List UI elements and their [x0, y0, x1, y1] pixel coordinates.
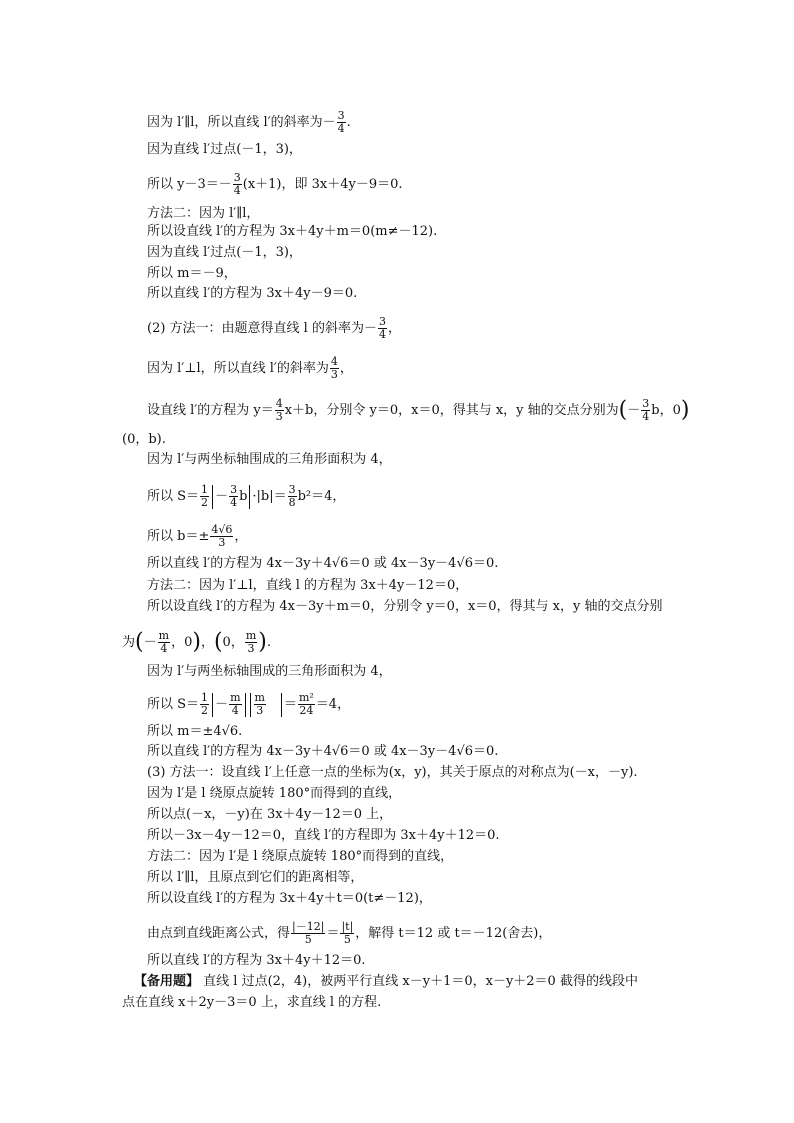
text: 因为 l′⊥l，所以直线 l′的斜率为	[147, 361, 329, 376]
line-16: 所以直线 l′的方程为 4x－3y＋4√6＝0 或 4x－3y－4√6＝0.	[147, 556, 499, 571]
text: 所以 y－3＝－	[147, 177, 232, 192]
text: 所以 S＝	[147, 697, 200, 712]
denominator: 4	[231, 704, 239, 717]
heading-label: 【备用题】	[134, 974, 200, 989]
abs-bar	[281, 693, 282, 717]
text: 0，	[222, 635, 244, 650]
line-21	[147, 692, 350, 717]
right-paren: )	[680, 397, 690, 423]
denominator: 4	[230, 496, 238, 509]
line-2: 因为直线 l′过点(－1，3)，	[147, 142, 302, 157]
line-6: 因为直线 l′过点(－1，3)，	[147, 245, 302, 260]
line-12: (0，b).	[122, 432, 166, 447]
line-26: 所以点(－x，－y)在 3x＋4y－12＝0 上，	[147, 807, 393, 822]
line-27: 所以－3x－4y－12＝0，直线 l′的方程即为 3x＋4y＋12＝0.	[147, 828, 500, 843]
line-17: 方法二：因为 l′⊥l，直线 l 的方程为 3x＋4y－12＝0，	[147, 578, 469, 593]
numerator: m	[245, 629, 257, 642]
text: 设直线 l′的方程为 y＝	[147, 403, 274, 418]
text: 所以 b＝±	[147, 529, 210, 544]
fraction	[340, 921, 354, 946]
denominator: 2	[201, 704, 209, 717]
fraction	[200, 484, 209, 509]
right-paren: )	[258, 629, 267, 655]
denominator: 3	[330, 368, 338, 381]
fraction	[210, 524, 233, 549]
text: (x＋1)，即 3x＋4y－9＝0.	[242, 177, 403, 192]
line-4: 方法二：因为 l′∥l，	[147, 206, 260, 221]
text: .	[266, 635, 271, 650]
fraction	[233, 172, 242, 197]
fraction	[229, 484, 238, 509]
text: ，	[387, 321, 401, 336]
numerator: |－12|	[292, 920, 325, 933]
line-28: 方法二：因为 l′是 l 绕原点旋转 180°而得到的直线，	[147, 849, 454, 864]
text: x＋b，分别令 y＝0，x＝0，得其与 x，y 轴的交点分别为	[284, 403, 619, 418]
text: b²＝4，	[297, 489, 346, 504]
fraction	[254, 692, 266, 717]
numerator: 3	[288, 483, 296, 496]
denominator: 4	[337, 122, 345, 135]
denominator: 3	[256, 704, 264, 717]
text: ，	[339, 361, 353, 376]
left-paren: (	[213, 629, 223, 655]
text: 直线 l 过点(2，4)，被两平行直线 x－y＋1＝0，x－y＋2＝0 截得的线段中	[199, 974, 638, 989]
fraction	[298, 692, 315, 717]
line-33	[134, 974, 638, 990]
fraction	[245, 630, 257, 655]
text: －	[627, 403, 641, 418]
text: 由点到直线距离公式，得	[147, 926, 291, 941]
denominator: 8	[288, 496, 296, 509]
fraction	[229, 692, 241, 717]
line-14	[147, 484, 345, 509]
line-9	[147, 316, 401, 341]
text: b	[239, 489, 248, 504]
denominator: 3	[218, 536, 226, 549]
denominator: 3	[247, 642, 255, 655]
fraction	[275, 398, 284, 423]
text: (2) 方法一：由题意得直线 l 的斜率为－	[147, 321, 377, 336]
text: －	[215, 697, 229, 712]
line-23: 所以直线 l′的方程为 4x－3y＋4√6＝0 或 4x－3y－4√6＝0.	[147, 744, 499, 759]
line-7: 所以 m＝－9，	[147, 266, 237, 281]
numerator: m	[158, 629, 170, 642]
text: 所以 S＝	[147, 489, 200, 504]
denominator: 2	[201, 496, 209, 509]
denominator: 24	[299, 704, 314, 717]
fraction	[200, 692, 209, 717]
line-11	[147, 398, 689, 423]
left-paren: (	[135, 629, 144, 655]
left-paren: (	[618, 397, 628, 423]
numerator: 3	[233, 171, 241, 184]
denominator: 5	[343, 933, 351, 946]
fraction	[337, 110, 346, 135]
text: b，0	[651, 403, 681, 418]
line-18: 所以设直线 l′的方程为 4x－3y＋m＝0，分别令 y＝0，x＝0，得其与 x，y 轴的交点分别	[147, 599, 663, 614]
abs-bar	[249, 485, 250, 509]
line-31	[147, 921, 551, 946]
fraction	[158, 630, 170, 655]
text: ＝4，	[315, 697, 351, 712]
numerator: 4	[330, 355, 338, 368]
line-22: 所以 m＝±4√6.	[147, 724, 243, 739]
numerator: 1	[201, 691, 209, 704]
line-34: 点在直线 x＋2y－3＝0 上，求直线 l 的方程.	[122, 995, 382, 1010]
abs-bar	[245, 693, 246, 717]
text: 为	[122, 635, 136, 650]
numerator: m	[254, 691, 265, 704]
line-19	[122, 630, 271, 655]
text: －	[143, 635, 157, 650]
numerator: m	[230, 691, 241, 704]
line-30: 所以设直线 l′的方程为 3x＋4y＋t＝0(t≠－12)，	[147, 891, 432, 906]
line-24: (3) 方法一：设直线 l′上任意一点的坐标为(x，y)，其关于原点的对称点为(－x，－y).	[147, 765, 638, 780]
numerator: 3	[337, 109, 345, 122]
numerator: 4	[275, 397, 283, 410]
abs-bar	[250, 693, 251, 717]
denominator: 4	[642, 410, 650, 423]
line-13: 因为 l′与两坐标轴围成的三角形面积为 4，	[147, 452, 392, 467]
line-20: 因为 l′与两坐标轴围成的三角形面积为 4，	[147, 664, 392, 679]
abs-bar	[212, 693, 213, 717]
text: ＝	[326, 926, 340, 941]
numerator: m²	[298, 691, 314, 704]
text: .	[346, 115, 351, 130]
text: ＝	[283, 697, 297, 712]
line-15	[147, 524, 247, 549]
line-3	[147, 172, 403, 197]
text: ，	[234, 529, 248, 544]
numerator: 4√6	[211, 523, 233, 536]
denominator: 4	[160, 642, 168, 655]
text: ·|b|＝	[252, 489, 287, 504]
line-10	[147, 356, 353, 381]
line-8: 所以直线 l′的方程为 3x＋4y－9＝0.	[147, 286, 358, 301]
numerator: 1	[201, 483, 209, 496]
line-32: 所以直线 l′的方程为 3x＋4y＋12＝0.	[147, 953, 366, 968]
text: ，0	[171, 635, 193, 650]
fraction	[330, 356, 339, 381]
numerator: 3	[230, 483, 238, 496]
right-paren: )	[192, 629, 201, 655]
numerator: 3	[378, 315, 386, 328]
text: －	[215, 489, 229, 504]
line-25: 因为 l′是 l 绕原点旋转 180°而得到的直线，	[147, 786, 402, 801]
denominator: 4	[233, 184, 241, 197]
text: ，	[200, 635, 214, 650]
denominator: 4	[378, 328, 386, 341]
numerator: |t|	[341, 920, 354, 933]
text: 因为 l′∥l，所以直线 l′的斜率为－	[147, 115, 336, 130]
fraction	[291, 921, 325, 946]
line-5: 所以设直线 l′的方程为 3x＋4y＋m＝0(m≠－12).	[147, 224, 438, 239]
line-1	[147, 110, 351, 135]
text: ，解得 t＝12 或 t＝－12(舍去)，	[355, 926, 552, 941]
fraction	[378, 316, 387, 341]
denominator: 3	[275, 410, 283, 423]
fraction	[641, 398, 650, 423]
fraction	[288, 484, 297, 509]
line-29: 所以 l′∥l，且原点到它们的距离相等，	[147, 870, 364, 885]
abs-bar	[212, 485, 213, 509]
denominator: 5	[304, 933, 312, 946]
numerator: 3	[642, 397, 650, 410]
